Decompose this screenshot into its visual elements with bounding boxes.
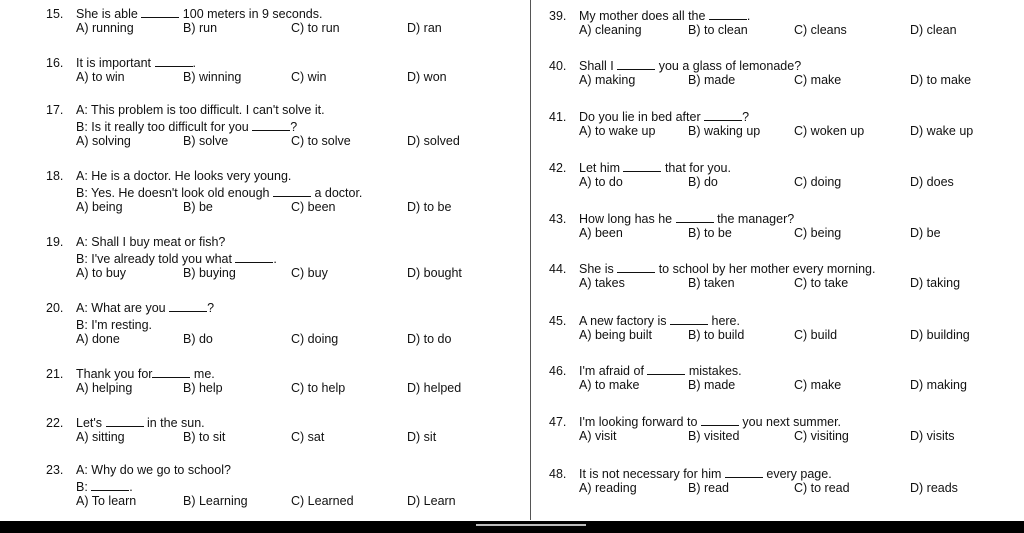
answer-blank: [704, 111, 742, 121]
question-text-line: [579, 314, 740, 328]
answer-blank: [273, 187, 311, 197]
question-number: 48.: [549, 467, 567, 481]
question-text: B: Is it really too difficult for you: [76, 120, 253, 134]
option-a[interactable]: A) to do: [579, 175, 623, 189]
question-number: 40.: [549, 59, 567, 73]
question-text-line: [579, 364, 742, 378]
bottom-scroll-mark: [476, 524, 586, 526]
question-text: in the sun.: [143, 416, 205, 430]
answer-blank: [169, 302, 207, 312]
option-b[interactable]: B) help: [183, 381, 223, 395]
option-c[interactable]: C) Learned: [291, 494, 354, 508]
question-number: 22.: [46, 416, 64, 430]
question-text-line: [76, 120, 297, 134]
answer-blank: [235, 253, 273, 263]
option-d[interactable]: D) does: [910, 175, 954, 189]
option-d[interactable]: D) Learn: [407, 494, 456, 508]
question-number: 17.: [46, 103, 64, 117]
answer-blank: [676, 213, 714, 223]
question-number: 21.: [46, 367, 64, 381]
option-d[interactable]: D) visits: [910, 429, 955, 443]
question-text-line: [579, 110, 749, 124]
option-b[interactable]: B) to clean: [688, 23, 748, 37]
option-a[interactable]: A) to make: [579, 378, 640, 392]
question-number: 23.: [46, 463, 64, 477]
option-d[interactable]: D) taking: [910, 276, 961, 290]
question-text-line: [76, 103, 325, 117]
question-text-line: [76, 463, 231, 477]
option-a[interactable]: A) to buy: [76, 266, 127, 280]
option-a[interactable]: A) making: [579, 73, 636, 87]
option-c[interactable]: C) visiting: [794, 429, 849, 443]
option-b[interactable]: B) waking up: [688, 124, 761, 138]
question-text: I'm afraid of: [579, 364, 648, 378]
answer-blank: [106, 417, 144, 427]
option-a[interactable]: A) takes: [579, 276, 625, 290]
option-a[interactable]: A) to win: [76, 70, 125, 84]
option-c[interactable]: C) been: [291, 200, 336, 214]
answer-blank: [670, 315, 708, 325]
answer-blank: [701, 416, 739, 426]
question-text: A: Why do we go to school?: [76, 463, 231, 477]
question-text: you a glass of lemonade?: [655, 59, 802, 73]
answer-blank: [152, 368, 190, 378]
answer-blank: [725, 468, 763, 478]
question-text: Let him: [579, 161, 624, 175]
question-text-line: [579, 9, 750, 23]
question-number: 47.: [549, 415, 567, 429]
answer-blank: [647, 365, 685, 375]
option-b[interactable]: B) solve: [183, 134, 229, 148]
question-text-line: [76, 252, 277, 266]
option-a[interactable]: A) solving: [76, 134, 131, 148]
option-b[interactable]: B) to build: [688, 328, 745, 342]
question-number: 44.: [549, 262, 567, 276]
option-a[interactable]: A) running: [76, 21, 134, 35]
question-number: 18.: [46, 169, 64, 183]
option-d[interactable]: D) to be: [407, 200, 452, 214]
question-text: B: I'm resting.: [76, 318, 153, 332]
option-d[interactable]: D) ran: [407, 21, 442, 35]
question-text-line: [579, 262, 875, 276]
option-b[interactable]: B) made: [688, 378, 736, 392]
option-d[interactable]: D) bought: [407, 266, 462, 280]
question-text: She is: [579, 262, 618, 276]
question-text-line: [76, 235, 225, 249]
option-d[interactable]: D) won: [407, 70, 447, 84]
question-text: A: He is a doctor. He looks very young.: [76, 169, 292, 183]
question-text: the manager?: [713, 212, 795, 226]
question-text: It is important: [76, 56, 155, 70]
question-text: .: [129, 480, 133, 494]
option-a[interactable]: A) to wake up: [579, 124, 656, 138]
question-text-line: [579, 212, 794, 226]
question-text: a doctor.: [310, 186, 363, 200]
option-b[interactable]: B) visited: [688, 429, 740, 443]
question-text: me.: [190, 367, 215, 381]
answer-blank: [91, 481, 129, 491]
question-text: I'm looking forward to: [579, 415, 701, 429]
option-a[interactable]: A) reading: [579, 481, 637, 495]
question-text-line: [76, 301, 214, 315]
option-d[interactable]: D) clean: [910, 23, 957, 37]
question-text-line: [76, 169, 291, 183]
option-a[interactable]: A) helping: [76, 381, 133, 395]
option-c[interactable]: C) to solve: [291, 134, 351, 148]
question-text-line: [76, 186, 362, 200]
option-c[interactable]: C) make: [794, 378, 842, 392]
question-text-line: [579, 59, 801, 73]
question-number: 41.: [549, 110, 567, 124]
question-text: A: This problem is too difficult. I can't solve it.: [76, 103, 325, 117]
option-b[interactable]: B) run: [183, 21, 218, 35]
answer-blank: [617, 60, 655, 70]
option-b[interactable]: B) taken: [688, 276, 735, 290]
question-text: ?: [290, 120, 298, 134]
option-b[interactable]: B) made: [688, 73, 736, 87]
option-c[interactable]: C) win: [291, 70, 327, 84]
question-number: 42.: [549, 161, 567, 175]
question-text: that for you.: [661, 161, 731, 175]
question-text-line: [579, 415, 841, 429]
question-text: My mother does all the: [579, 9, 709, 23]
option-a[interactable]: A) cleaning: [579, 23, 642, 37]
option-c[interactable]: C) to take: [794, 276, 849, 290]
answer-blank: [141, 8, 179, 18]
question-text: B: Yes. He doesn't look old enough: [76, 186, 273, 200]
option-b[interactable]: B) buying: [183, 266, 236, 280]
option-c[interactable]: C) make: [794, 73, 842, 87]
option-c[interactable]: C) to read: [794, 481, 850, 495]
question-number: 45.: [549, 314, 567, 328]
option-c[interactable]: C) doing: [794, 175, 842, 189]
left-column: [46, 0, 526, 520]
question-text-line: [76, 318, 152, 332]
question-text: .: [746, 9, 751, 23]
question-text-line: [579, 467, 832, 481]
answer-blank: [252, 121, 290, 131]
option-b[interactable]: B) to be: [688, 226, 732, 240]
option-d[interactable]: D) reads: [910, 481, 958, 495]
option-b[interactable]: B) be: [183, 200, 213, 214]
option-b[interactable]: B) do: [688, 175, 718, 189]
option-a[interactable]: A) being: [76, 200, 123, 214]
question-text: She is able: [76, 7, 142, 21]
option-a[interactable]: A) visit: [579, 429, 617, 443]
question-text-line: [579, 161, 731, 175]
option-d[interactable]: D) be: [910, 226, 941, 240]
option-c[interactable]: C) doing: [291, 332, 339, 346]
option-b[interactable]: B) Learning: [183, 494, 248, 508]
option-c[interactable]: C) cleans: [794, 23, 847, 37]
option-d[interactable]: D) to do: [407, 332, 452, 346]
option-d[interactable]: D) wake up: [910, 124, 974, 138]
question-number: 46.: [549, 364, 567, 378]
question-text: Let's: [76, 416, 106, 430]
question-number: 16.: [46, 56, 64, 70]
question-number: 43.: [549, 212, 567, 226]
option-a[interactable]: A) been: [579, 226, 623, 240]
question-text: A: Shall I buy meat or fish?: [76, 235, 226, 249]
question-text: you next summer.: [738, 415, 842, 429]
question-text-line: [76, 480, 133, 494]
option-b[interactable]: B) to sit: [183, 430, 226, 444]
question-text-line: [76, 416, 205, 430]
option-c[interactable]: C) buy: [291, 266, 328, 280]
question-text-line: [76, 7, 322, 21]
question-text: 100 meters in 9 seconds.: [179, 7, 323, 21]
question-text: ?: [742, 110, 750, 124]
question-text: A new factory is: [579, 314, 671, 328]
question-number: 15.: [46, 7, 64, 21]
question-text: B: I've already told you what: [76, 252, 236, 266]
option-c[interactable]: C) build: [794, 328, 838, 342]
option-d[interactable]: D) sit: [407, 430, 437, 444]
question-number: 19.: [46, 235, 64, 249]
option-c[interactable]: C) being: [794, 226, 842, 240]
option-d[interactable]: D) making: [910, 378, 967, 392]
bottom-bar: [0, 521, 1024, 533]
question-text: here.: [708, 314, 740, 328]
answer-blank: [709, 10, 747, 20]
option-d[interactable]: D) solved: [407, 134, 460, 148]
column-divider: [530, 0, 531, 520]
option-c[interactable]: C) to run: [291, 21, 340, 35]
question-text: B:: [76, 480, 92, 494]
option-a[interactable]: A) being built: [579, 328, 652, 342]
option-d[interactable]: D) building: [910, 328, 970, 342]
question-text: Shall I: [579, 59, 618, 73]
option-a[interactable]: A) sitting: [76, 430, 125, 444]
question-text-line: [76, 56, 196, 70]
answer-blank: [623, 162, 661, 172]
option-d[interactable]: D) to make: [910, 73, 972, 87]
right-column: [549, 0, 1019, 520]
option-a[interactable]: A) done: [76, 332, 120, 346]
question-text: mistakes.: [685, 364, 742, 378]
question-text: It is not necessary for him: [579, 467, 725, 481]
question-text: Thank you for: [76, 367, 153, 381]
question-text-line: [76, 367, 215, 381]
question-text: .: [273, 252, 277, 266]
answer-blank: [617, 263, 655, 273]
option-b[interactable]: B) read: [688, 481, 729, 495]
question-text: Do you lie in bed after: [579, 110, 705, 124]
question-text: A: What are you: [76, 301, 170, 315]
question-number: 20.: [46, 301, 64, 315]
question-text: .: [192, 56, 196, 70]
question-text: to school by her mother every morning.: [655, 262, 876, 276]
question-text: How long has he: [579, 212, 676, 226]
option-c[interactable]: C) sat: [291, 430, 325, 444]
option-d[interactable]: D) helped: [407, 381, 462, 395]
option-c[interactable]: C) woken up: [794, 124, 865, 138]
question-text: ?: [207, 301, 215, 315]
question-number: 39.: [549, 9, 567, 23]
question-text: every page.: [762, 467, 832, 481]
option-b[interactable]: B) winning: [183, 70, 242, 84]
option-a[interactable]: A) To learn: [76, 494, 137, 508]
option-c[interactable]: C) to help: [291, 381, 346, 395]
option-b[interactable]: B) do: [183, 332, 213, 346]
answer-blank: [155, 57, 193, 67]
